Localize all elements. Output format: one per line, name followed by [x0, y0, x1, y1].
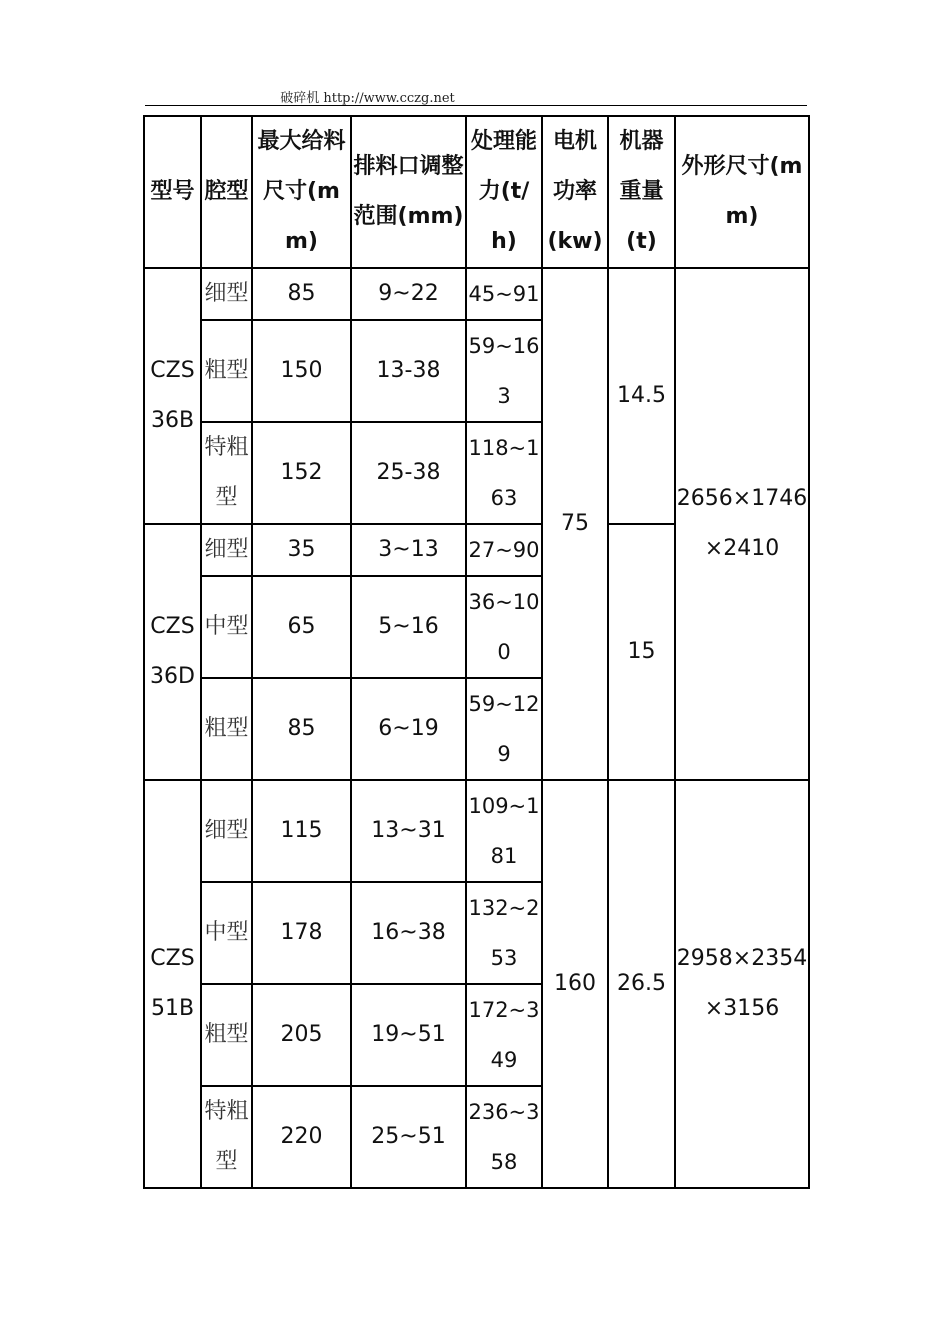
discharge-cell: 16~38	[351, 882, 466, 984]
page-header-text: 破碎机 http://www.cczg.net	[280, 91, 455, 106]
weight-cell: 26.5	[608, 780, 675, 1188]
weight-cell: 14.5	[608, 268, 675, 524]
model-cell: CZS36D	[144, 524, 201, 780]
discharge-cell: 19~51	[351, 984, 466, 1086]
capacity-cell: 45~91	[466, 268, 542, 320]
table-row	[144, 268, 809, 320]
header-weight: 机器重量(t)	[608, 116, 675, 268]
capacity-cell: 59~129	[466, 678, 542, 780]
spec-table	[143, 115, 810, 1189]
discharge-cell: 5~16	[351, 576, 466, 678]
header-dimensions: 外形尺寸(mm)	[675, 116, 809, 268]
capacity-cell: 27~90	[466, 524, 542, 576]
cavity-cell: 中型	[201, 882, 252, 984]
header-discharge: 排料口调整范围(mm)	[351, 116, 466, 268]
max-feed-cell: 205	[252, 984, 351, 1086]
header-row	[144, 116, 809, 268]
cavity-cell: 特粗型	[201, 422, 252, 524]
max-feed-cell: 152	[252, 422, 351, 524]
cavity-cell: 中型	[201, 576, 252, 678]
max-feed-cell: 178	[252, 882, 351, 984]
max-feed-cell: 85	[252, 678, 351, 780]
max-feed-cell: 85	[252, 268, 351, 320]
cavity-cell: 粗型	[201, 984, 252, 1086]
cavity-cell: 特粗型	[201, 1086, 252, 1188]
cavity-cell: 细型	[201, 524, 252, 576]
header-max-feed: 最大给料尺寸(mm)	[252, 116, 351, 268]
header-rule	[145, 105, 807, 106]
header-model: 型号	[144, 116, 201, 268]
cavity-cell: 粗型	[201, 320, 252, 422]
max-feed-cell: 220	[252, 1086, 351, 1188]
discharge-cell: 9~22	[351, 268, 466, 320]
capacity-cell: 172~349	[466, 984, 542, 1086]
capacity-cell: 236~358	[466, 1086, 542, 1188]
discharge-cell: 13~31	[351, 780, 466, 882]
motor-cell: 75	[542, 268, 608, 780]
cavity-cell: 细型	[201, 780, 252, 882]
capacity-cell: 132~253	[466, 882, 542, 984]
discharge-cell: 3~13	[351, 524, 466, 576]
capacity-cell: 118~163	[466, 422, 542, 524]
model-cell: CZS51B	[144, 780, 201, 1188]
capacity-cell: 36~100	[466, 576, 542, 678]
capacity-cell: 109~181	[466, 780, 542, 882]
discharge-cell: 6~19	[351, 678, 466, 780]
table-row	[144, 780, 809, 882]
max-feed-cell: 115	[252, 780, 351, 882]
header-capacity: 处理能力(t/h)	[466, 116, 542, 268]
motor-cell: 160	[542, 780, 608, 1188]
max-feed-cell: 150	[252, 320, 351, 422]
weight-cell: 15	[608, 524, 675, 780]
capacity-cell: 59~163	[466, 320, 542, 422]
discharge-cell: 25-38	[351, 422, 466, 524]
dimensions-cell: 2958×2354×3156	[675, 780, 809, 1188]
cavity-cell: 细型	[201, 268, 252, 320]
discharge-cell: 13-38	[351, 320, 466, 422]
max-feed-cell: 35	[252, 524, 351, 576]
dimensions-cell: 2656×1746×2410	[675, 268, 809, 780]
header-cavity: 腔型	[201, 116, 252, 268]
cavity-cell: 粗型	[201, 678, 252, 780]
max-feed-cell: 65	[252, 576, 351, 678]
discharge-cell: 25~51	[351, 1086, 466, 1188]
header-motor: 电机功率(kw)	[542, 116, 608, 268]
model-cell: CZS36B	[144, 268, 201, 524]
